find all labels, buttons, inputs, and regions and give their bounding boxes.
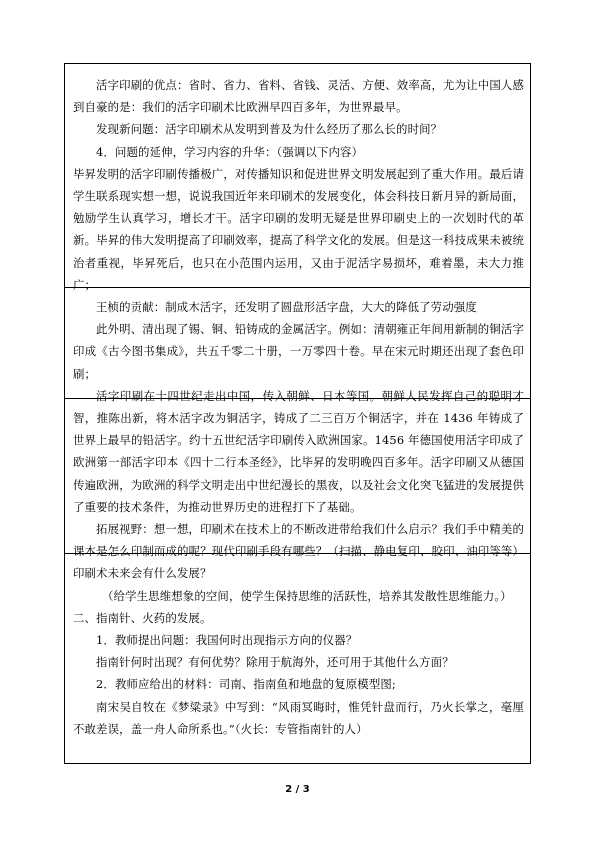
paragraph-thinking-note: （给学生思维想象的空间，使学生保持思维的活跃性，培养其发散性思维能力。） [102, 588, 512, 603]
lesson-content-table [64, 63, 531, 764]
paragraph-teacher-material: 2．教师应给出的材料：司南、指南鱼和地盘的复原模型图; [96, 677, 396, 692]
lesson-text [73, 74, 524, 740]
paragraph-spread: 活字印刷在十四世纪走出中国，传入朝鲜、日本等国。朝鲜人民发挥自己的聪明才智，推陈出新，将木活字改为铜活字，铸成了二三百万个铜活字，并在 1436 年铸成了世界上最早的铅活字。约十五世纪活字印刷传入欧洲国家。1456 年德国使用活字印成了欧洲第一部活字印本《四十二行本圣经》，比毕昇的发明晚四百多年。活字印刷又从德国传遍欧洲，为欧洲的科学文明走出中世纪漫长的黑夜，以及社会文化突飞猛进的发展提供了重要的技术条件，为推动世界历史的进程打下了基础。 [73, 388, 524, 514]
paragraph-advantages: 活字印刷的优点：省时、省力、省料、省钱、灵活、方便、效率高，尤为让中国人感到自豪的是：我们的活字印刷术比欧洲早四百多年，为世界最早。 [73, 78, 524, 115]
paragraph-teacher-question: 1．教师提出问题：我国何时出现指示方向的仪器？ [96, 633, 358, 648]
paragraph-metal-type: 此外明、清出现了锡、铜、铅铸成的金属活字。例如：清朝雍正年间用新制的铜活字印成《古今图书集成》，共五千零二十册，一万零四十卷。早在宋元时期还出现了套色印刷； [73, 322, 524, 381]
paragraph-extension-heading: 4．问题的延伸，学习内容的升华：（强调以下内容） [96, 144, 364, 159]
paragraph-wangzhen: 王桢的贡献：制成木活字，还发明了圆盘形活字盘，大大的降低了劳动强度 [96, 300, 477, 315]
page-number: 2 / 3 [285, 784, 310, 795]
paragraph-bisheng: 毕昇发明的活字印刷传播极广，对传播知识和促进世界文明发展起到了重大作用。最后请学生联系现实想一想，说说我国近年来印刷术的发展变化，体会科技日新月异的新局面，勉励学生认真学习，增长才干。活字印刷的发明无疑是世界印刷史上的一次划时代的革新。毕昇的伟大发明提高了印刷效率，提高了科学文化的发展。但是这一科技成果未被统治者重视，毕昇死后，也只在小范围内运用，又由于泥活字易损坏，难着墨，未大力推广； [73, 166, 524, 292]
paragraph-compass-question: 指南针何时出现？有何优势？除用于航海外，还可用于其他什么方面？ [96, 655, 454, 670]
section-heading-compass: 二、指南针、火药的发展。 [73, 610, 212, 625]
paragraph-new-question: 发现新问题：活字印刷术从发明到普及为什么经历了那么长的时间？ [96, 122, 443, 137]
paragraph-expand-view: 拓展视野：想一想，印刷术在技术上的不断改进带给我们什么启示？我们手中精美的课本是怎么印制而成的呢？现代印刷手段有哪些？（扫描、静电复印、胶印、油印等等）印刷术未来会有什么发展？ [73, 522, 524, 581]
paragraph-mengliang-quote: 南宋吴自牧在《梦粱录》中写到：“风雨冥晦时，惟凭针盘而行，乃火长掌之，毫厘不敢差误，盖一舟人命所系也。”（火长：专管指南针的人） [73, 699, 524, 736]
